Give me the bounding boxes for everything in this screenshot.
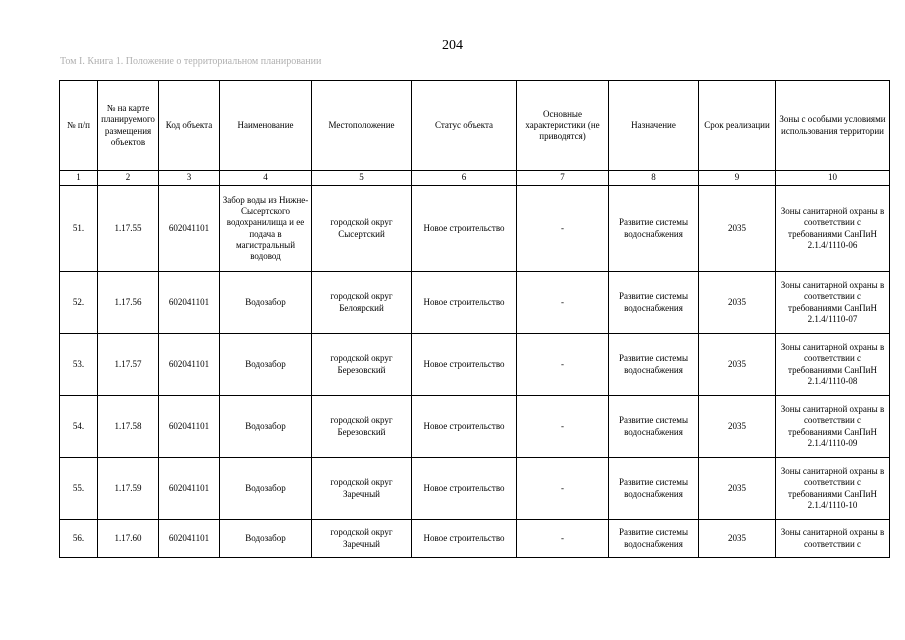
column-number: 8 bbox=[609, 171, 699, 186]
table-row bbox=[60, 334, 890, 396]
header-status: Статус объекта bbox=[412, 81, 517, 171]
cell-map-number: 1.17.60 bbox=[98, 520, 159, 558]
cell-purpose-text: Развитие системы водоснабжения bbox=[618, 527, 689, 549]
column-number: 10 bbox=[776, 171, 890, 186]
column-number: 9 bbox=[699, 171, 776, 186]
cell-special-zones-text: Зоны санитарной охраны в соответствии с bbox=[780, 527, 885, 549]
cell-purpose: Развитие системы водоснабжения bbox=[609, 396, 699, 458]
column-number: 5 bbox=[312, 171, 412, 186]
cell-name: Забор воды из Нижне-Сысертского водохранилища и ее подача в магистральный водовод bbox=[220, 186, 312, 272]
running-header: Том I. Книга 1. Положение о территориальном планировании bbox=[60, 56, 322, 67]
cell-characteristics: - bbox=[517, 272, 609, 334]
cell-status: Новое строительство bbox=[412, 334, 517, 396]
cell-object-code: 602041101 bbox=[159, 396, 220, 458]
column-number: 6 bbox=[412, 171, 517, 186]
cell-special-zones: Зоны санитарной охраны в соответствии с требованиями СанПиН 2.1.4/1110-09 bbox=[776, 396, 890, 458]
cell-deadline: 2035 bbox=[699, 186, 776, 272]
header-purpose: Назначение bbox=[609, 81, 699, 171]
cell-special-zones: Зоны санитарной охраны в соответствии с требованиями СанПиН 2.1.4/1110-08 bbox=[776, 334, 890, 396]
header-name: Наименование bbox=[220, 81, 312, 171]
cell-row-number: 55. bbox=[60, 458, 98, 520]
cell-deadline: 2035 bbox=[699, 520, 776, 558]
cell-map-number: 1.17.59 bbox=[98, 458, 159, 520]
cell-purpose: Развитие системы водоснабжения bbox=[609, 272, 699, 334]
cell-status: Новое строительство bbox=[412, 186, 517, 272]
cell-location: городской округ Березовский bbox=[312, 396, 412, 458]
planning-objects-table bbox=[59, 80, 890, 558]
cell-purpose: Развитие системы водоснабжения bbox=[609, 458, 699, 520]
header-deadline: Срок реализации bbox=[699, 81, 776, 171]
cell-name: Водозабор bbox=[220, 396, 312, 458]
cell-map-number: 1.17.56 bbox=[98, 272, 159, 334]
table-row bbox=[60, 458, 890, 520]
cell-location: городской округ Сысертский bbox=[312, 186, 412, 272]
column-number: 7 bbox=[517, 171, 609, 186]
cell-name: Водозабор bbox=[220, 334, 312, 396]
header-special-zones: Зоны с особыми условиями использования территории bbox=[776, 81, 890, 171]
cell-location: городской округ Березовский bbox=[312, 334, 412, 396]
cell-deadline: 2035 bbox=[699, 334, 776, 396]
cell-special-zones: Зоны санитарной охраны в соответствии с требованиями СанПиН 2.1.4/1110-10 bbox=[776, 458, 890, 520]
header-characteristics: Основные характеристики (не приводятся) bbox=[517, 81, 609, 171]
cell-object-code: 602041101 bbox=[159, 272, 220, 334]
cell-characteristics: - bbox=[517, 458, 609, 520]
cell-row-number: 51. bbox=[60, 186, 98, 272]
cell-purpose: Развитие системы водоснабжения bbox=[609, 186, 699, 272]
column-number: 4 bbox=[220, 171, 312, 186]
cell-deadline: 2035 bbox=[699, 458, 776, 520]
cell-status: Новое строительство bbox=[412, 458, 517, 520]
header-map-number: № на карте планируемого размещения объектов bbox=[98, 81, 159, 171]
cell-object-code: 602041101 bbox=[159, 186, 220, 272]
cell-object-code: 602041101 bbox=[159, 458, 220, 520]
column-number-row bbox=[60, 171, 890, 186]
cell-map-number: 1.17.55 bbox=[98, 186, 159, 272]
column-number: 3 bbox=[159, 171, 220, 186]
cell-name: Водозабор bbox=[220, 272, 312, 334]
table-header-row bbox=[60, 81, 890, 171]
cell-location: городской округ Белоярский bbox=[312, 272, 412, 334]
cell-characteristics: - bbox=[517, 186, 609, 272]
cell-object-code: 602041101 bbox=[159, 520, 220, 558]
cell-row-number: 53. bbox=[60, 334, 98, 396]
header-object-code: Код объекта bbox=[159, 81, 220, 171]
cell-status: Новое строительство bbox=[412, 520, 517, 558]
table-row bbox=[60, 520, 890, 558]
cell-map-number: 1.17.57 bbox=[98, 334, 159, 396]
cell-characteristics: - bbox=[517, 396, 609, 458]
cell-characteristics: - bbox=[517, 334, 609, 396]
cell-row-number: 54. bbox=[60, 396, 98, 458]
cell-deadline: 2035 bbox=[699, 272, 776, 334]
cell-status: Новое строительство bbox=[412, 272, 517, 334]
table-row bbox=[60, 186, 890, 272]
cell-status: Новое строительство bbox=[412, 396, 517, 458]
cell-special-zones bbox=[776, 520, 890, 558]
header-row-number: № п/п bbox=[60, 81, 98, 171]
cell-deadline: 2035 bbox=[699, 396, 776, 458]
cell-row-number: 52. bbox=[60, 272, 98, 334]
cell-name: Водозабор bbox=[220, 458, 312, 520]
table-row bbox=[60, 272, 890, 334]
cell-name: Водозабор bbox=[220, 520, 312, 558]
cell-purpose: Развитие системы водоснабжения bbox=[609, 334, 699, 396]
cell-row-number: 56. bbox=[60, 520, 98, 558]
table-row bbox=[60, 396, 890, 458]
cell-map-number: 1.17.58 bbox=[98, 396, 159, 458]
cell-object-code: 602041101 bbox=[159, 334, 220, 396]
column-number: 1 bbox=[60, 171, 98, 186]
cell-special-zones: Зоны санитарной охраны в соответствии с требованиями СанПиН 2.1.4/1110-06 bbox=[776, 186, 890, 272]
header-location: Местоположение bbox=[312, 81, 412, 171]
cell-special-zones: Зоны санитарной охраны в соответствии с требованиями СанПиН 2.1.4/1110-07 bbox=[776, 272, 890, 334]
cell-characteristics: - bbox=[517, 520, 609, 558]
cell-location: городской округ Заречный bbox=[312, 520, 412, 558]
cell-location: городской округ Заречный bbox=[312, 458, 412, 520]
page-number: 204 bbox=[442, 38, 463, 53]
cell-purpose bbox=[609, 520, 699, 558]
column-number: 2 bbox=[98, 171, 159, 186]
